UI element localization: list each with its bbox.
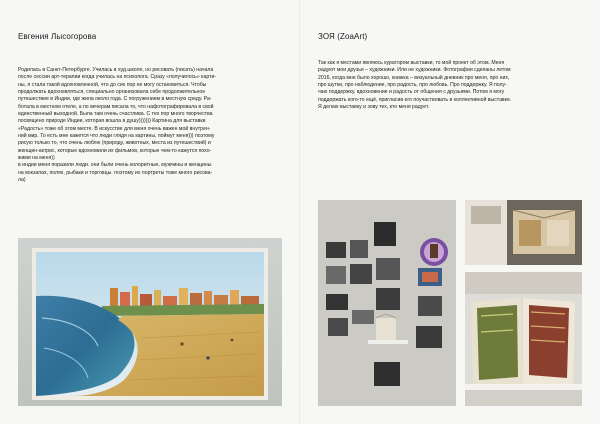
painting-image [18,238,282,406]
exhibition-wall-image [318,200,456,406]
painting-photo [18,238,282,406]
exhibition-wall-photo [318,200,456,406]
right-page [300,0,600,424]
sketchbook-photo-top [465,200,582,265]
sketchbook-photo-bottom [465,272,582,406]
left-author-name: Евгения Лысогорова [18,32,97,41]
sketchbook-image-bottom [465,272,582,406]
right-author-statement: Так как я местами являюсь куратором выставки, то мой проект об этом. Меня радуют мои друзья – художники. Или не художники. Фотографии сделаны летом 2016, когда мне было хорошо, книжка – визуальный дневник про меня, про них, про шутки, про наблюдение, про радость, про любовь. Про поддержку. Я полу- чаю поддержку, вдохновение и радость от общения с друзьями. Потом я могу поддержать кого-то ещё, пригласив его поучаствовать в коллективной выставке. Я делаю выставку и зову тех, кто меня радует. [318,60,512,111]
right-author-name: ЗОЯ (ZoaArt) [318,32,368,41]
left-author-bio: Родилась в Санкт-Петербурге. Училась в худ.школе, но рисовать (писать) начала после сессии арт-терапии когда училась на психолога. Сразу «получилось» карти- ны, я стала такой вдохновленной, что до сих пор не могу остановиться. Чтобы продолжать вдохновляться, специально организовала себе продолжительное путешествие в Индии, где жила около года. С погружением в местную среду. Ра- ботала в местном отеле, а по вечерам писала то, что нафотографировала в свой единственный выходной. Была там очень счастлива. С тех пор много творчества посвящено природе Индии, которая вошла в душу))))))) Картина для выставки «Радость» тоже об этом месте. В искусстве для меня очень важен мой внутрен- ний мир. То есть мне кажется что люди глядя на картины, поймут меня))) поэтому рисую только то, что очень люблю (природу, животных, места из путешествий) и женщин-актрис, которые вдохновили их фильмов, которые чем-то кажутся похо- жими на меня)) в индии меня поразили люди. они были очень колоритные, мужчины и женщины на вокзалах, полях, рыбаки и торговцы. поэтому их портреты тоже много рисова- ла) [18,67,217,184]
sketchbook-image-top [465,200,582,265]
